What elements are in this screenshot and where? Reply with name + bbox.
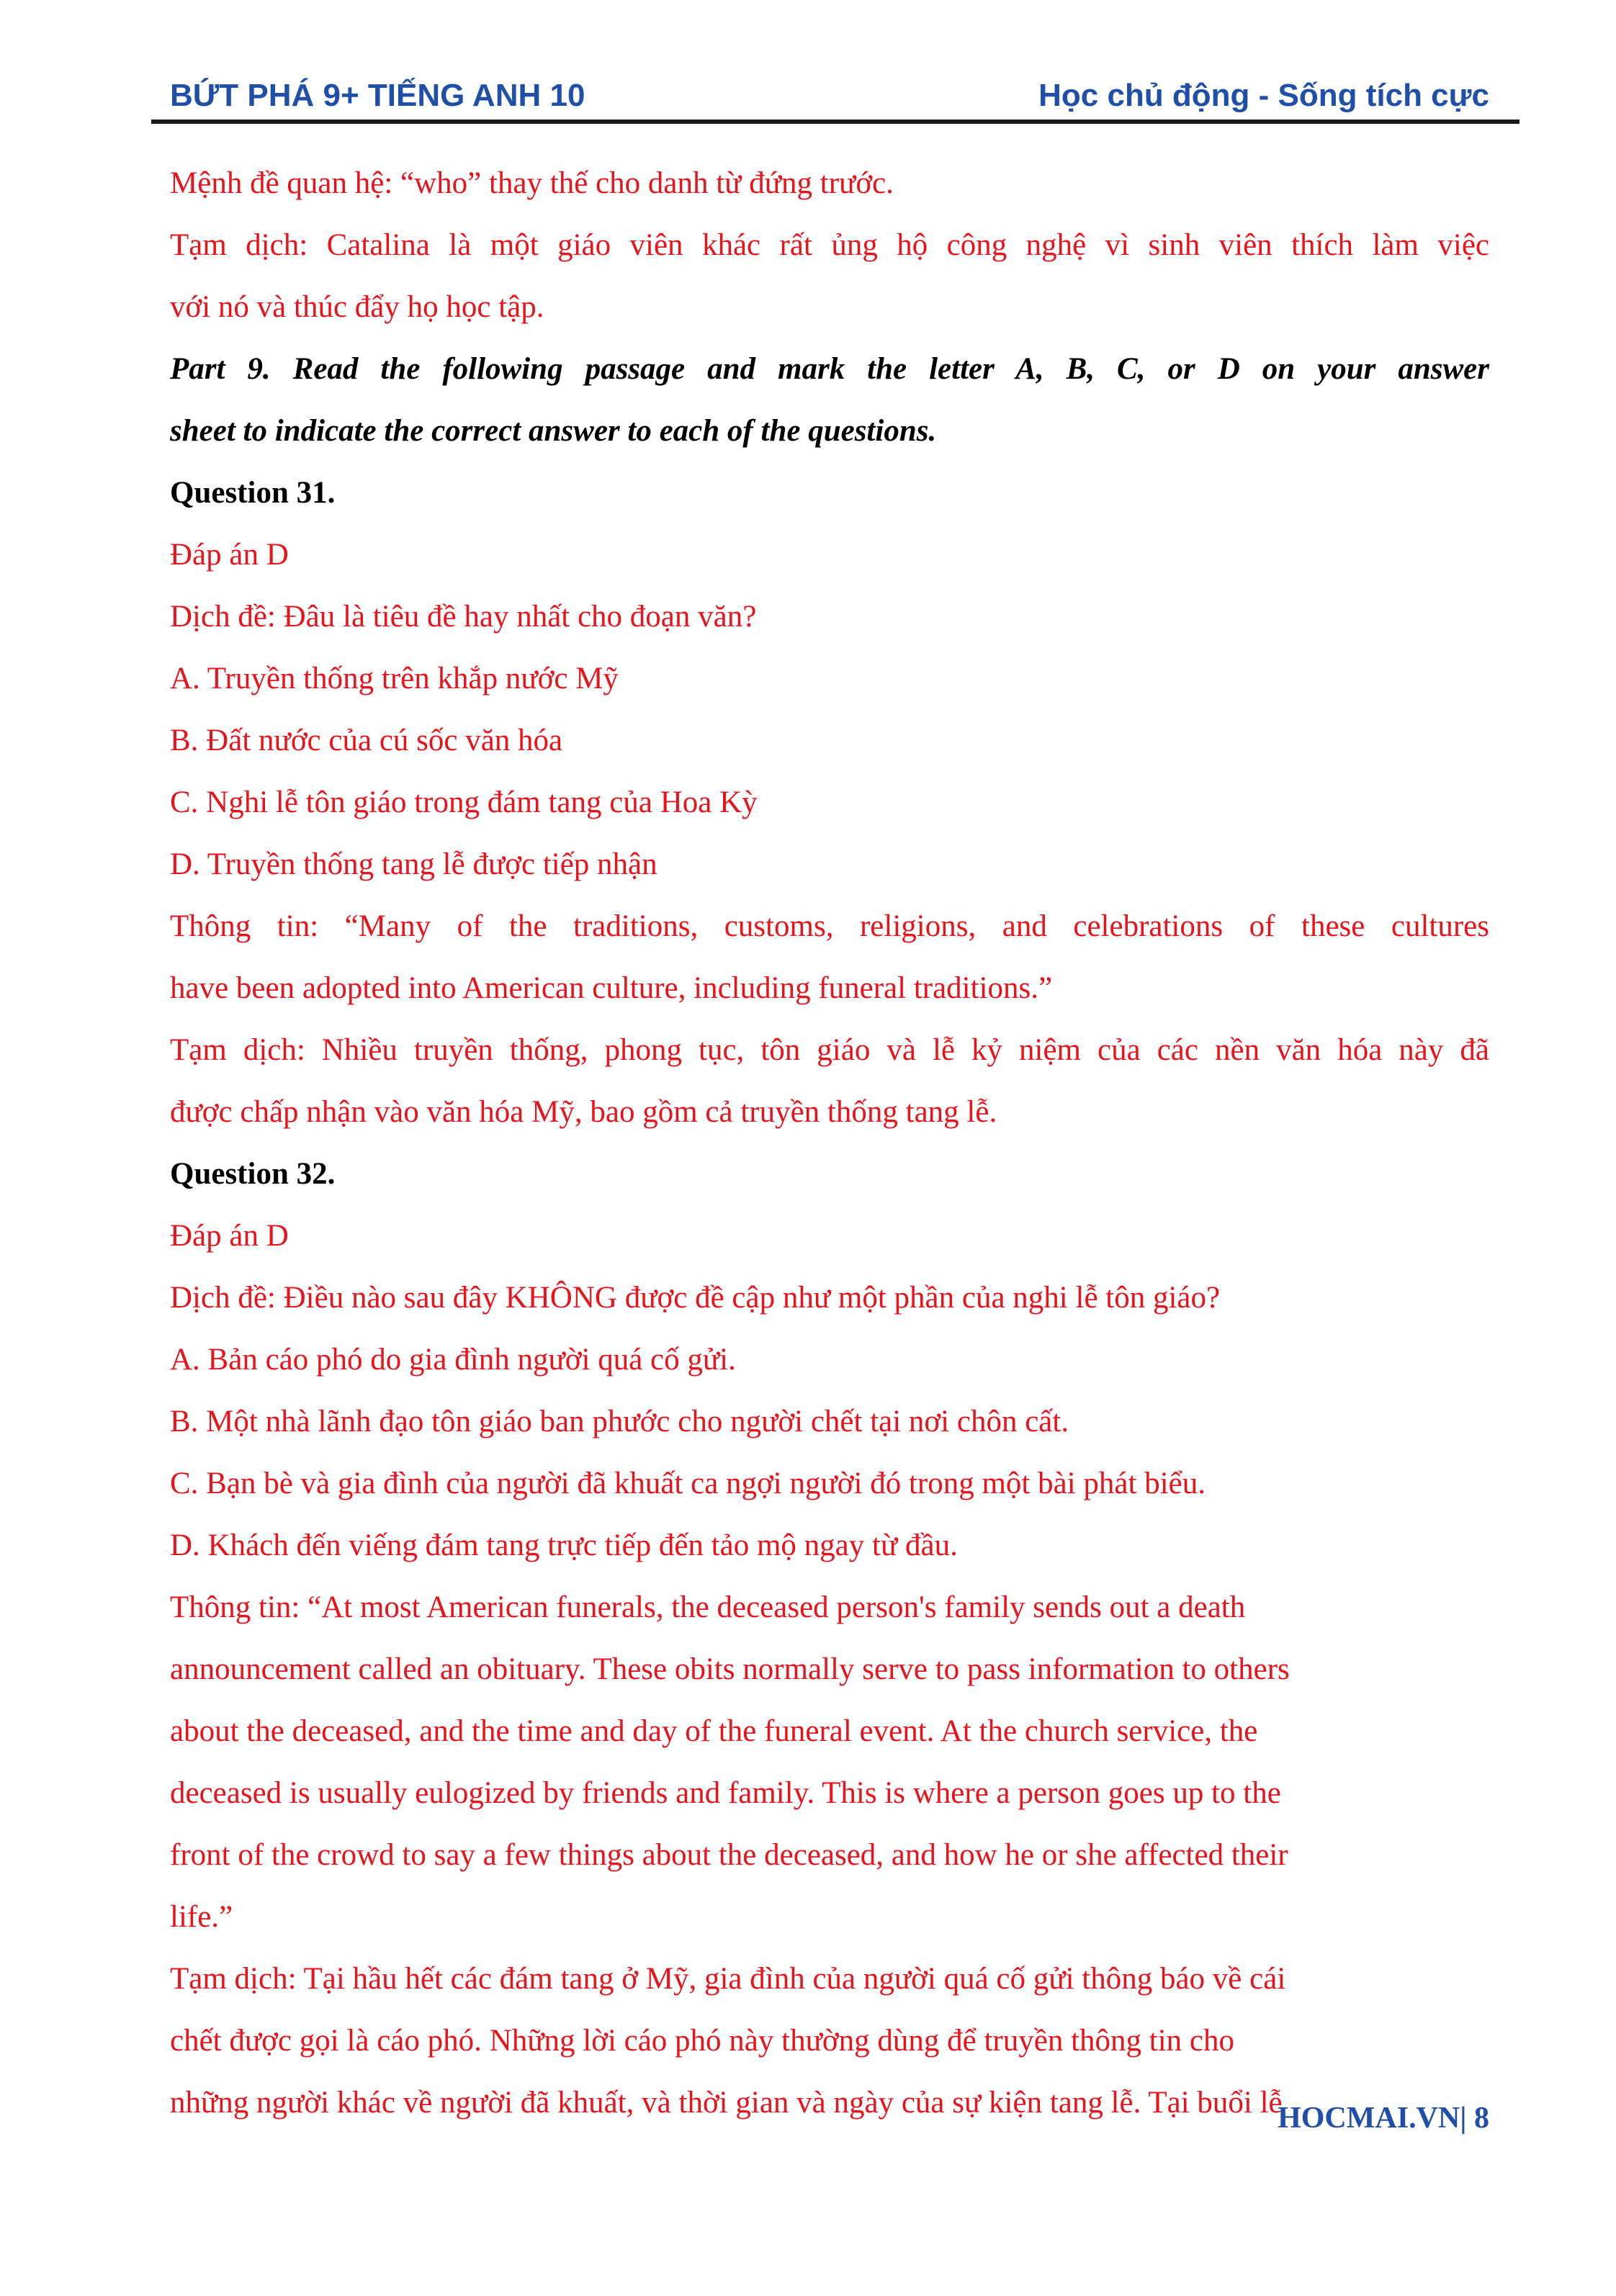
answer-key: Đáp án D bbox=[170, 538, 289, 572]
option-b: B. Một nhà lãnh đạo tôn giáo ban phước cho người chết tại nơi chôn cất. bbox=[170, 1405, 1069, 1439]
page-footer bbox=[1278, 2097, 1489, 2140]
evidence-line: Thông tin: “At most American funerals, the deceased person's family sends out a death bbox=[170, 1590, 1246, 1624]
part-instruction: Part 9. Read the following passage and mark the letter A, B, C, or D on your answer bbox=[170, 352, 1489, 386]
evidence-line: life.” bbox=[170, 1900, 233, 1934]
translation-line: Tạm dịch: Catalina là một giáo viên khác rất ủng hộ công nghệ vì sinh viên thích làm việc bbox=[170, 228, 1489, 262]
evidence-line: Thông tin: “Many of the traditions, customs, religions, and celebrations of these cultures bbox=[170, 909, 1489, 943]
translation-line: được chấp nhận vào văn hóa Mỹ, bao gồm cả truyền thống tang lễ. bbox=[170, 1095, 997, 1129]
page-header bbox=[170, 72, 1489, 120]
translation-line: những người khác về người đã khuất, và thời gian và ngày của sự kiện tang lễ. Tại buổi lễ bbox=[170, 2086, 1283, 2120]
evidence-line: announcement called an obituary. These obits normally serve to pass information to others bbox=[170, 1652, 1290, 1686]
question-translation: Dịch đề: Điều nào sau đây KHÔNG được đề cập như một phần của nghi lễ tôn giáo? bbox=[170, 1281, 1221, 1315]
translation-line: Tạm dịch: Nhiều truyền thống, phong tục, tôn giáo và lễ kỷ niệm của các nền văn hóa này đã bbox=[170, 1033, 1489, 1067]
evidence-line: about the deceased, and the time and day of the funeral event. At the church service, the bbox=[170, 1714, 1258, 1748]
question-translation: Dịch đề: Đâu là tiêu đề hay nhất cho đoạn văn? bbox=[170, 600, 757, 634]
header-slogan: Học chủ động - Sống tích cực bbox=[1038, 78, 1489, 113]
page-content bbox=[170, 153, 1489, 2134]
evidence-line: deceased is usually eulogized by friends and family. This is where a person goes up to the bbox=[170, 1776, 1281, 1810]
answer-key: Đáp án D bbox=[170, 1219, 289, 1253]
option-d: D. Truyền thống tang lễ được tiếp nhận bbox=[170, 847, 657, 881]
footer-site: HOCMAI.VN bbox=[1278, 2102, 1460, 2135]
translation-line: chết được gọi là cáo phó. Những lời cáo phó này thường dùng để truyền thông tin cho bbox=[170, 2024, 1234, 2058]
option-c: C. Bạn bè và gia đình của người đã khuất ca ngợi người đó trong một bài phát biểu. bbox=[170, 1467, 1206, 1500]
evidence-line: have been adopted into American culture, including funeral traditions.” bbox=[170, 971, 1053, 1005]
part-instruction: sheet to indicate the correct answer to each of the questions. bbox=[170, 414, 937, 448]
option-a: A. Truyền thống trên khắp nước Mỹ bbox=[170, 662, 619, 695]
footer-separator: | bbox=[1460, 2102, 1467, 2135]
header-divider bbox=[151, 120, 1520, 124]
option-a: A. Bản cáo phó do gia đình người quá cố gửi. bbox=[170, 1343, 736, 1377]
option-d: D. Khách đến viếng đám tang trực tiếp đến tảo mộ ngay từ đầu. bbox=[170, 1529, 958, 1562]
header-title: BỨT PHÁ 9+ TIẾNG ANH 10 bbox=[170, 78, 585, 113]
translation-line: Tạm dịch: Tại hầu hết các đám tang ở Mỹ, gia đình của người quá cố gửi thông báo về cái bbox=[170, 1962, 1286, 1996]
option-b: B. Đất nước của cú sốc văn hóa bbox=[170, 724, 563, 757]
evidence-line: front of the crowd to say a few things about the deceased, and how he or she affected their bbox=[170, 1838, 1288, 1872]
translation-line: với nó và thúc đẩy họ học tập. bbox=[170, 290, 544, 324]
option-c: C. Nghi lễ tôn giáo trong đám tang của Hoa Kỳ bbox=[170, 785, 758, 819]
question-heading: Question 31. bbox=[170, 476, 336, 510]
page-number: 8 bbox=[1474, 2102, 1489, 2135]
question-heading: Question 32. bbox=[170, 1157, 336, 1191]
relative-clause-note: Mệnh đề quan hệ: “who” thay thế cho danh từ đứng trước. bbox=[170, 166, 894, 200]
